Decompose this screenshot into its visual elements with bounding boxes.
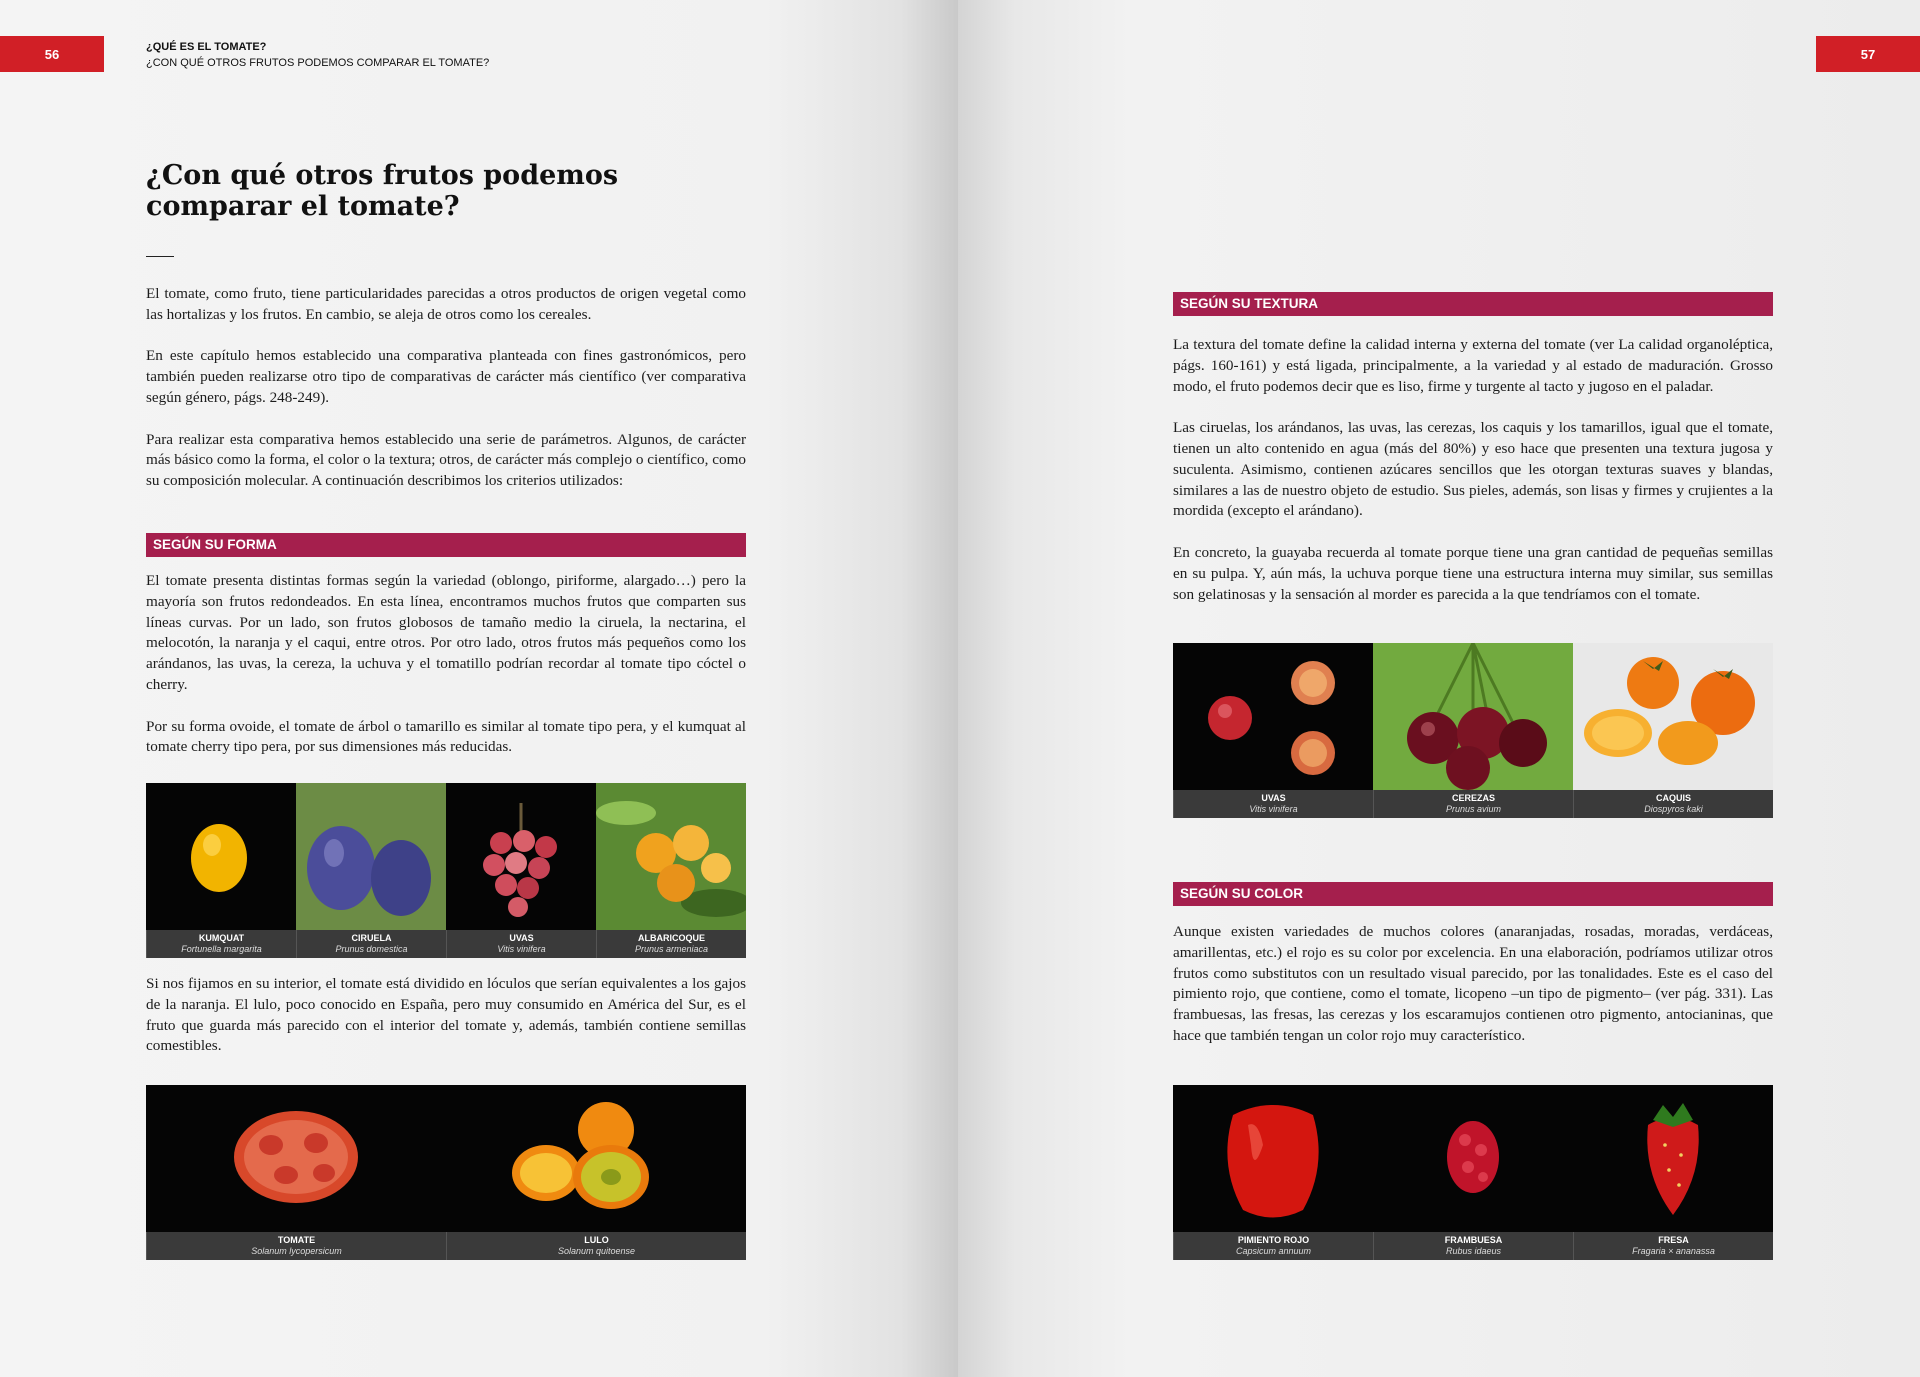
photo-ciruela	[296, 783, 446, 958]
photo-strip-interior	[146, 1085, 746, 1260]
caption-latin: Prunus armeniaca	[634, 944, 709, 954]
paragraph: Para realizar esta comparativa hemos establecido una serie de parámetros. Algunos, de carácter más básico como la forma, el color o la textura; otros, de carácter más complejo o científico, como su composición molecular. A continuación describimos los criterios utilizados:	[146, 430, 746, 490]
paragraph: El tomate, como fruto, tiene particularidades parecidas a otros productos de origen vegetal como las hortalizas y los frutos. En cambio, se aleja de otros como los cereales.	[146, 285, 746, 323]
title-rule	[146, 256, 174, 257]
photo-pimiento-rojo	[1173, 1085, 1373, 1260]
caption-name: ALBARICOQUE	[638, 933, 705, 943]
caption-name: CAQUIS	[1655, 793, 1691, 803]
paragraph: En este capítulo hemos establecido una comparativa planteada con fines gastronómicos, pero también pueden realizarse otro tipo de comparativas de carácter más científico (ver comparativa según género, págs. 248-249).	[146, 347, 746, 406]
caption-name: CEREZAS	[1451, 793, 1495, 803]
interior-text	[146, 974, 746, 1078]
caption-name: UVAS	[509, 933, 534, 943]
paragraph: Por su forma ovoide, el tomate de árbol o tamarillo es similar al tomate tipo pera, y el kumquat al tomate cherry tipo pera, por sus dimensiones más reducidas.	[146, 717, 746, 756]
photo-frambuesa	[1373, 1085, 1573, 1260]
photo-tomate	[146, 1085, 446, 1260]
photo-cerezas	[1373, 643, 1573, 818]
section-heading-forma: SEGÚN SU FORMA	[146, 533, 746, 557]
paragraph: Si nos fijamos en su interior, el tomate está dividido en lóculos que serían equivalentes a los gajos de la naranja. El lulo, poco conocido en España, pero muy consumido en América del Sur, es el fruto que guarda más parecido con el interior del tomate y, además, también contiene semillas comestibles.	[146, 975, 746, 1055]
caption-name: CIRUELA	[351, 933, 392, 943]
caption-name: UVAS	[1261, 793, 1286, 803]
photo-strip-textura	[1173, 643, 1773, 818]
caption-name: FRESA	[1658, 1235, 1689, 1245]
photo-kumquat	[146, 783, 296, 958]
paragraph: El tomate presenta distintas formas según la variedad (oblongo, piriforme, alargado…) pero la mayoría son frutos redondeados. En esta línea, encontramos muchos frutos que comparten sus líneas curvas. Por un lado, son frutos globosos de tamaño medio la ciruela, la nectarina, el melocotón, la naranja y el caqui, entre otros. Por otro lado, otros frutos más pequeños como los arándanos, las uvas, la cereza, la uchuva y el tomatillo podrían recordar al tomate tipo cóctel o cherry.	[146, 572, 746, 693]
page-number: 57	[1816, 36, 1920, 72]
left-page	[0, 0, 958, 1377]
right-page	[958, 0, 1920, 1377]
caption-latin: Vitis vinifera	[497, 944, 546, 954]
caption-name: LULO	[584, 1235, 609, 1245]
running-head	[146, 39, 489, 71]
paragraph: La textura del tomate define la calidad interna y externa del tomate (ver La calidad organoléptica, págs. 160-161) y está ligada, principalmente, a la variedad y al estado de maduración. Grosso modo, el fruto podemos decir que es liso, firme y turgente al tacto y jugoso en el paladar.	[1173, 336, 1773, 395]
page-number: 56	[0, 36, 104, 72]
caption-name: KUMQUAT	[198, 933, 245, 943]
caption-latin: Rubus idaeus	[1445, 1246, 1502, 1256]
photo-fresa	[1573, 1085, 1773, 1260]
caption-latin: Fragaria × ananassa	[1632, 1246, 1715, 1256]
photo-uvas	[446, 783, 596, 958]
photo-albaricoque	[596, 783, 746, 958]
running-head-section: ¿CON QUÉ OTROS FRUTOS PODEMOS COMPARAR EL TOMATE?	[146, 57, 490, 69]
caption-latin: Fortunella margarita	[181, 944, 262, 954]
paragraph: Las ciruelas, los arándanos, las uvas, las cerezas, los caquis y los tamarillos, igual que el tomate, tienen un alto contenido en agua (más del 80%) y eso hace que presenten una textura jugosa y suculenta. Asimismo, contienen azúcares sencillos que les otorgan texturas suaves y blandas, similares a las de nuestro objeto de estudio. Sus pieles, además, son lisas y firmes y crujientes a la mordida (excepto el arándano).	[1173, 419, 1773, 520]
page-title: ¿Con qué otros frutos podemos comparar el tomate?	[146, 160, 619, 222]
forma-text	[146, 571, 746, 779]
caption-latin: Diospyros kaki	[1644, 804, 1703, 814]
section-heading-textura: SEGÚN SU TEXTURA	[1173, 292, 1773, 316]
running-head-chapter: ¿QUÉ ES EL TOMATE?	[146, 41, 267, 53]
caption-latin: Vitis vinifera	[1249, 804, 1298, 814]
caption-name: PIMIENTO ROJO	[1237, 1235, 1310, 1245]
caption-latin: Prunus domestica	[335, 944, 408, 954]
photo-uvas	[1173, 643, 1373, 818]
color-text	[1173, 922, 1773, 1068]
textura-text	[1173, 335, 1773, 626]
caption-latin: Prunus avium	[1445, 804, 1502, 814]
intro-text	[146, 284, 746, 513]
photo-lulo	[446, 1085, 746, 1260]
paragraph: Aunque existen variedades de muchos colores (anaranjadas, rosadas, moradas, verdáceas, amarillentas, etc.) el rojo es su color por excelencia. En una elaboración, podríamos utilizar otros frutos como substitutos con un resultado visual parecido, por las tonalidades. Este es el caso del pimiento rojo, que contiene, como el tomate, licopeno –un tipo de pigmento– (ver pág. 331). Las frambuesas, las fresas, las cerezas y los escaramujos contienen otro pigmento, antocianinas, que hace que también tengan un color rojo muy característico.	[1173, 923, 1773, 1044]
caption-latin: Capsicum annuum	[1235, 1246, 1312, 1256]
caption-latin: Solanum quitoense	[557, 1246, 636, 1256]
caption-name: TOMATE	[277, 1235, 316, 1245]
paragraph: En concreto, la guayaba recuerda al tomate porque tiene una gran cantidad de pequeñas semillas en su pulpa. Y, aún más, la uchuva porque tiene una estructura interna muy similar, sus semillas son gelatinosas y la sensación al morder es parecida a la que tendríamos con el tomate.	[1173, 543, 1773, 603]
caption-latin: Solanum lycopersicum	[251, 1246, 342, 1256]
photo-strip-color	[1173, 1085, 1773, 1260]
caption-name: FRAMBUESA	[1444, 1235, 1503, 1245]
photo-caquis	[1573, 643, 1773, 818]
section-heading-color: SEGÚN SU COLOR	[1173, 882, 1773, 906]
photo-strip-forma	[146, 783, 746, 958]
